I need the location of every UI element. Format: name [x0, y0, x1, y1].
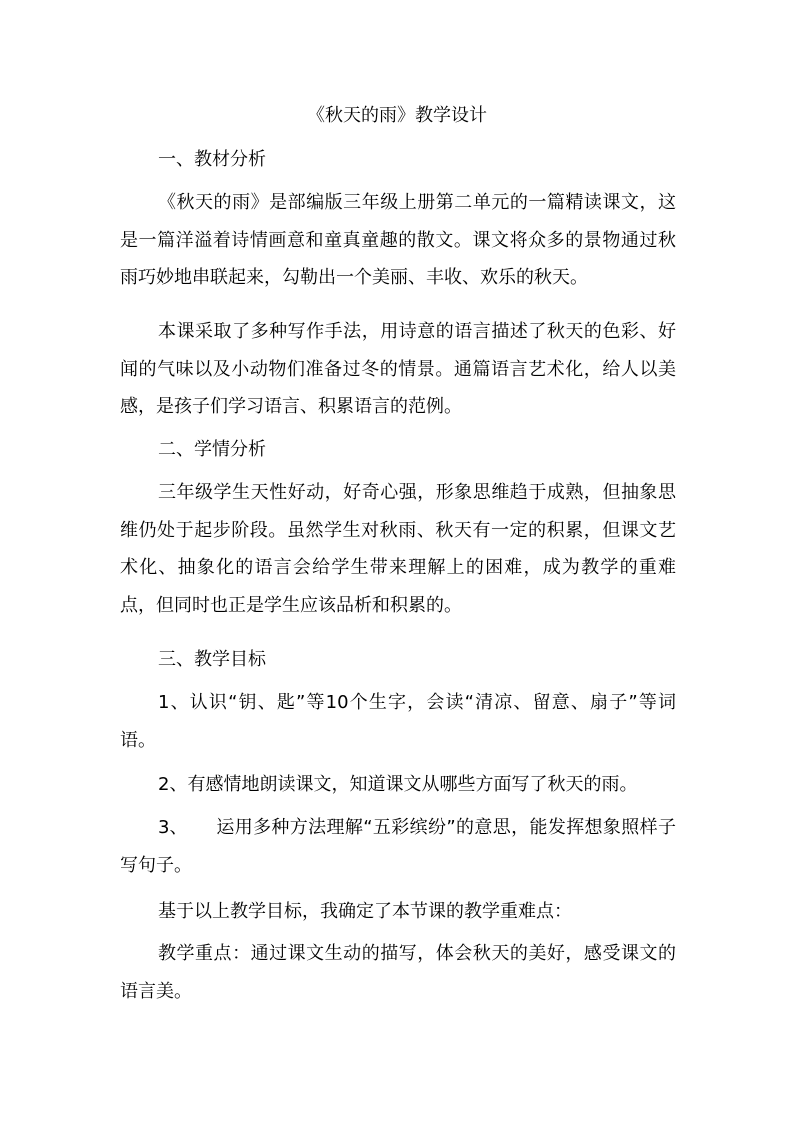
section-heading-student-analysis: 二、学情分析 [158, 439, 266, 460]
paragraph-key-points-intro: 基于以上教学目标，我确定了本节课的教学重难点： [158, 901, 572, 922]
section-heading-teaching-goals: 三、教学目标 [158, 649, 266, 670]
goal-item-3-number: 3、 [158, 817, 188, 838]
section-heading-textbook-analysis: 一、教材分析 [158, 149, 266, 170]
goal-item-2: 2、有感情地朗读课文，知道课文从哪些方面写了秋天的雨。 [158, 774, 638, 795]
goal-item-3 [120, 809, 676, 884]
paragraph-textbook-analysis-2: 本课采取了多种写作手法，用诗意的语言描述了秋天的色彩、好闻的气味以及小动物们准备过冬的情景。通篇语言艺术化，给人以美感，是孩子们学习语言、积累语言的范例。 [120, 321, 676, 417]
paragraph-teaching-focus: 教学重点：通过课文生动的描写，体会秋天的美好，感受课文的语言美。 [120, 943, 676, 1002]
paragraph-student-analysis: 三年级学生天性好动，好奇心强，形象思维趋于成熟，但抽象思维仍处于起步阶段。虽然学生对秋雨、秋天有一定的积累，但课文艺术化、抽象化的语言会给学生带来理解上的困难，成为教学的重难点，但同时也正是学生应该品析和积累的。 [120, 482, 676, 616]
paragraph-textbook-analysis-1: 《秋天的雨》是部编版三年级上册第二单元的一篇精读课文，这是一篇洋溢着诗情画意和童真童趣的散文。课文将众多的景物通过秋雨巧妙地串联起来，勾勒出一个美丽、丰收、欢乐的秋天。 [120, 192, 676, 288]
document-title: 《秋天的雨》教学设计 [307, 105, 487, 126]
goal-item-3-text: 运用多种方法理解“五彩缤纷”的意思，能发挥想象照样子写句子。 [120, 817, 676, 876]
goal-item-1: 1、认识“钥、匙”等10个生字，会读“清凉、留意、扇子”等词语。 [120, 692, 676, 751]
